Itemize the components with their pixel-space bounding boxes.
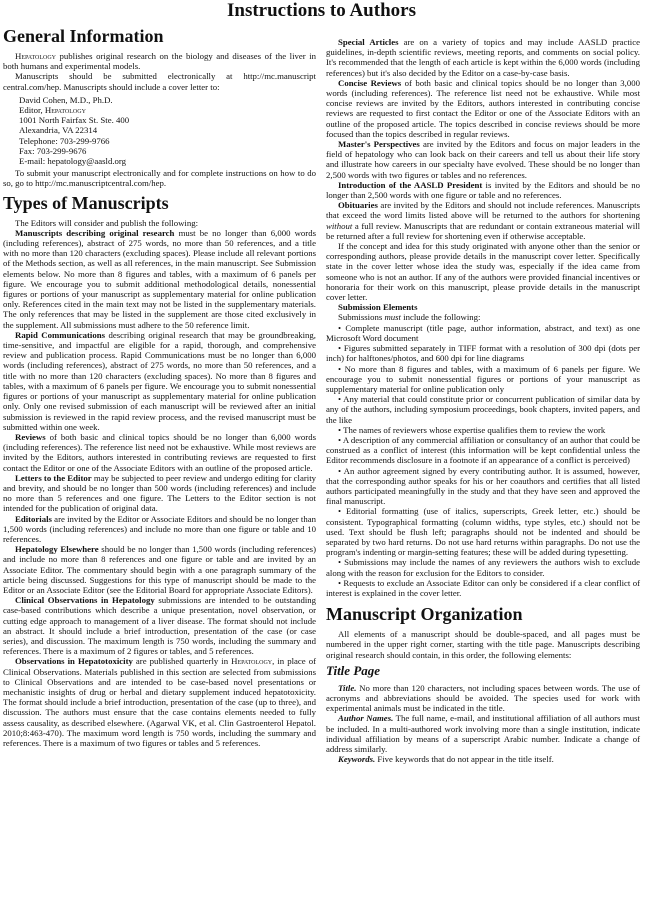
types-intro: The Editors will consider and publish the following: <box>15 217 198 228</box>
obituaries-paragraph: Obituaries are invited by the Editors and should not include references. Manuscripts that exceed the word limits listed above will be returned to the authors for shortening without a full review. Manuscripts that are redundant or contain extraneous material will be returned after a full review for shortening even if otherwise acceptable. <box>326 200 640 241</box>
general-information-heading: General Information <box>3 26 164 46</box>
city-address: Alexandria, VA 22314 <box>19 125 98 136</box>
right-column <box>326 25 640 764</box>
submission-bullet: • A description of any commercial affiliation or consultancy of an author that could be construed as a conflict of interest (this information will be kept confidential unless the Editor recommends disclosure in a footnote if an appearance of a conflict is perceived) <box>326 434 640 466</box>
editor-title: Editor, Hepatology <box>19 105 86 116</box>
clinical-observations-paragraph: Clinical Observations in Hepatology submissions are intended to be outstanding case-based contributions which describe a unique presentation, novel observation, or cutting edge approach to management of a liver disease. The format should not include an abstract. It should include a brief introduction, presentation of the case (or case series), and discussion. The maximum length is 750 words, including the summary and references. There is a maximum of 2 figures or tables, and 5 references. <box>3 595 316 657</box>
letters-paragraph: Letters to the Editor may be subjected to peer review and undergo editing for clarity and brevity, and should be no longer than 500 words (including references) and include no more than 5 references and one figure. The Letters to the Editor section is not intended for the publication of original data. <box>3 472 316 514</box>
hepatology-elsewhere-paragraph: Hepatology Elsewhere should be no longer than 1,500 words (including references) and include no more than 8 references and one figure or table and are invited by an Associate Editor. The commentary should begin with a one paragraph summary of the article being discussed. Suggestions for this type of manuscript should be made to the Editor or an Associate Editor (see the Editorial Board for appropriate Associate Editors). <box>3 544 316 595</box>
title-page-heading: Title Page <box>326 662 381 678</box>
editor-address-block <box>19 95 316 166</box>
two-column-body <box>3 25 640 764</box>
hepatotoxicity-paragraph: Observations in Hepatotoxicity are published quarterly in Hepatology, in place of Clinical Observations. Materials published in this section are selected from submissions to Clinical Observations and are intended to be case-based novel presentations or mechanistic insights of drug or herbal and dietary supplement induced hepatotoxicity. The format should include a brief introduction, presentation of the case (up to three), and discussion. The authors must ensure that the case contains elements needed to fully assess causality, as described elsewhere. (Agarwal VK, et al. Clin Gastroenterol Hepatol. 2010;8:463-470). The maximum word length is 750 words, including the summary and references. There is a maximum of two figures or tables and 5 references. <box>3 656 316 748</box>
original-research-paragraph: Manuscripts describing original research must be no longer than 6,000 words (including references), abstract of 275 words, no more than 50 references, and a title with no more than 120 characters (excluding spaces). Please include all relevant portions of the Methods section, as well as all references, in the main manuscript. See Submission elements below. No more than 8 figures and tables, with a maximum of 6 panels per figure. We encourage you to submit additional methodological details, nonessential figures or portions of your manuscript as supplementary material for online publication only. References cited in the main text may not be listed in the supplementary materials. The only references that may be listed in the supplement are those cited exclusively in the supplement. All submissions must adhere to the 50 reference limit. <box>3 227 316 330</box>
email: E-mail: hepatology@aasld.org <box>19 156 127 167</box>
fax: Fax: 703-299-9676 <box>19 145 87 156</box>
manuscript-organization-heading: Manuscript Organization <box>326 604 523 625</box>
journal-name: Hepatology <box>15 51 56 61</box>
telephone: Telephone: 703-299-9766 <box>19 135 110 146</box>
types-of-manuscripts-heading: Types of Manuscripts <box>3 192 169 213</box>
aasld-president-paragraph: Introduction of the AASLD President is invited by the Editors and should be no longer than 2,500 words with one figure or table and no references. <box>326 179 640 201</box>
title-requirements-paragraph: Title. No more than 120 characters, not including spaces between words. The use of acronyms and abbreviations should be avoided. The species used for work with experimental animals must be indicated in the title. <box>326 682 640 714</box>
special-articles-paragraph: Special Articles are on a variety of topics and may include AASLD practice guidelines, in-depth scientific reviews, meeting reports, and comments on social policy. It's recommended that the length of each article is kept within the 6,000 words (including references) but it's also decided by the Editor on a case-by-case basis. <box>326 37 641 78</box>
submission-bullet: • An author agreement signed by every contributing author. It is assumed, however, that the corresponding author speaks for his or her coauthors and certifies that all listed authors participated meaningfully in the study and that they have seen and approved the final manuscript. <box>326 465 640 507</box>
street-address: 1001 North Fairfax St. Ste. 400 <box>19 115 130 126</box>
left-column <box>3 25 316 764</box>
page-title: Instructions to Authors <box>227 0 416 21</box>
concise-reviews-paragraph: Concise Reviews of both basic and clinical topics should be no longer than 3,000 words (including references). The reference list need not be exhaustive. While most concise reviews are invited by the Editors, authors interested in contributing concise reviews are requested to first contact the Editor or one of the Associate Editors with an outline of the proposed article. The topics described in concise reviews should be more focused than the topics described in regular reviews. <box>326 77 640 139</box>
submission-bullet: • The names of reviewers whose expertise qualifies them to review the work <box>338 424 606 435</box>
submission-url-paragraph: Manuscripts should be submitted electronically at http://mc.manuscript central.com/hep. Manuscripts should include a cover letter to: <box>3 71 316 92</box>
masters-perspectives-paragraph: Master's Perspectives are invited by the Editors and focus on major leaders in the field of hepatology who can look back on their careers and tell us about their life story and illustrate how careers in our specialty have evolved. These should be no longer than 2,500 words with two figures or tables and no references. <box>326 139 641 180</box>
submission-bullet: • Editorial formatting (use of italics, superscripts, Greek letter, etc.) should be consistent. Typographical formatting (column widths, type styles, etc.) should not be used. Text should be flush left; paragraphs should not be indented and should be separated by two hard returns. Do not use hard returns within paragraphs. Do not use the program's indenting or margin-setting features; these will be added during typesetting. <box>326 506 640 558</box>
keywords-paragraph: Keywords. Five keywords that do not appear in the title itself. <box>338 754 554 765</box>
concept-origin-paragraph: If the concept and idea for this study originated with anyone other than the senior or corresponding authors, please provide details in the manuscript cover letter. Specifically state in the cover letter whose idea the study was, especially if the idea came from someone who is not an author. If any of the authors were provided financial incentives or honoraria for their work on this manuscript, please provide details in the manuscript cover letter. <box>326 241 640 303</box>
submission-intro: Submissions must include the following: <box>338 312 481 323</box>
submission-bullet: • Any material that could constitute prior or concurrent publication of similar data by any of the authors, including symposium proceedings, book chapters, invited papers, and the like <box>326 394 640 425</box>
general-intro-paragraph: Hepatology publishes original research on the biology and diseases of the liver in both humans and experimental models. <box>3 51 316 72</box>
submission-bullet: • Submissions may include the names of any reviewers the authors wish to exclude along with the reason for exclusion for the Editors to consider. <box>326 557 640 578</box>
editorials-paragraph: Editorials are invited by the Editor or Associate Editors and should be no longer than 1,500 words (including references) and include no more than one figure or table and 10 references. <box>3 513 316 544</box>
rapid-communications-paragraph: Rapid Communications describing original research that may be groundbreaking, time-sensitive, and impactful are eligible for a rapid, thorough, and comprehensive review and publication process. Rapid Communications must be no longer than 6,000 words (including references), abstract of 275 words, no more than 50 references, and a title with no more than 120 characters (excluding spaces). No more than 8 figures and tables, with a maximum of 6 panels per figure. We encourage you to submit nonessential figures or portions of your manuscript as supplementary material for online publication only. Only one revised submission of each manuscript will be reviewed after an initial submission is reviewed in the rapid review process, and the revised manuscript must be submitted within one week. <box>3 329 316 432</box>
submission-bullet: • No more than 8 figures and tables, with a maximum of 6 panels per figure. We encourage you to submit nonessential figures or portions of your manuscript as supplementary material for online publication only <box>326 363 640 394</box>
submission-elements-heading: Submission Elements <box>338 302 418 313</box>
organization-intro: All elements of a manuscript should be double-spaced, and all pages must be numbered in the upper right corner, starting with the title page. Manuscripts describing original research should contain, in this order, the following elements: <box>326 629 640 660</box>
submission-bullet: • Figures submitted separately in TIFF format with a resolution of 300 dpi (dots per inch) for halftones/photos, and 600 dpi for line diagrams <box>326 343 640 364</box>
author-names-paragraph: Author Names. The full name, e-mail, and institutional affiliation of all authors must be included. In a multi-authored work involving more than a single institution, indicate individual affiliation by means of a superscript Arabic number. Indicate a change of address similarly. <box>326 713 640 754</box>
submit-instructions-paragraph: To submit your manuscript electronically and for complete instructions on how to do so, go to http://mc.manuscriptcentral.com/hep. <box>3 168 316 189</box>
submission-bullet: • Requests to exclude an Associate Editor can only be considered if a clear conflict of interest is explained in the cover letter. <box>326 577 640 598</box>
editor-name: David Cohen, M.D., Ph.D. <box>19 94 113 105</box>
submission-bullet: • Complete manuscript (title page, author information, abstract, and text) as one Microsoft Word document <box>326 322 640 343</box>
reviews-paragraph: Reviews of both basic and clinical topics should be no longer than 6,000 words (including references). The reference list need not be exhaustive. While most reviews are invited by the Editors, authors interested in contributing reviews are requested to first contact the Editor or one of the Associate Editors with an outline of the proposed article. <box>3 431 316 473</box>
